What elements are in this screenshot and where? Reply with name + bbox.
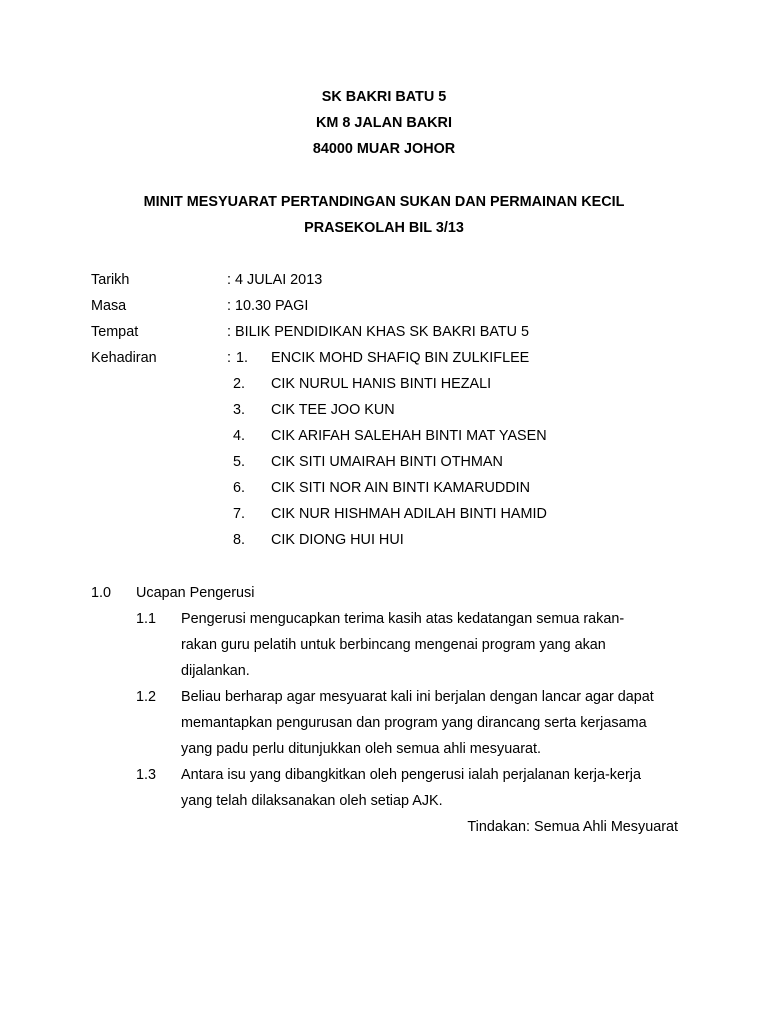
- time-label: Masa: [91, 298, 127, 314]
- attendee-number: 5.: [233, 454, 246, 470]
- attendee-number: 3.: [233, 402, 246, 418]
- action-note: Tindakan: Semua Ahli Mesyuarat: [467, 819, 678, 835]
- date-label: Tarikh: [91, 272, 130, 288]
- attendee-number: 7.: [233, 506, 246, 522]
- attendee-number: 1.: [236, 350, 249, 366]
- item-text-line: memantapkan pengurusan dan program yang dirancang serta kerjasama: [181, 715, 647, 731]
- attendee-name: CIK SITI NOR AIN BINTI KAMARUDDIN: [271, 480, 531, 496]
- document-title-line2: PRASEKOLAH BIL 3/13: [304, 220, 464, 236]
- time-value: : 10.30 PAGI: [227, 298, 309, 314]
- item-number: 1.1: [136, 611, 157, 627]
- place-value: : BILIK PENDIDIKAN KHAS SK BAKRI BATU 5: [227, 324, 530, 340]
- item-number: 1.2: [136, 689, 157, 705]
- place-label: Tempat: [91, 324, 139, 340]
- section-heading: Ucapan Pengerusi: [136, 585, 255, 601]
- item-text-line: Antara isu yang dibangkitkan oleh pengerusi ialah perjalanan kerja-kerja: [181, 767, 641, 783]
- attendee-number: 2.: [233, 376, 246, 392]
- date-value: : 4 JULAI 2013: [227, 272, 323, 288]
- attendee-number: 4.: [233, 428, 246, 444]
- item-text-line: Beliau berharap agar mesyuarat kali ini berjalan dengan lancar agar dapat: [181, 689, 654, 705]
- attendee-name: CIK DIONG HUI HUI: [271, 532, 404, 548]
- school-postcode-city: 84000 MUAR JOHOR: [312, 141, 456, 157]
- item-text-line: rakan guru pelatih untuk berbincang mengenai program yang akan: [181, 637, 606, 653]
- attendee-name: CIK NURUL HANIS BINTI HEZALI: [271, 376, 492, 392]
- attendance-colon: :: [227, 350, 231, 366]
- attendee-number: 6.: [233, 480, 246, 496]
- document-title-line1: MINIT MESYUARAT PERTANDINGAN SUKAN DAN PERMAINAN KECIL: [143, 194, 625, 210]
- school-address: KM 8 JALAN BAKRI: [316, 115, 452, 131]
- attendee-name: CIK ARIFAH SALEHAH BINTI MAT YASEN: [271, 428, 547, 444]
- attendance-label: Kehadiran: [91, 350, 157, 366]
- item-text-line: yang padu perlu ditunjukkan oleh semua ahli mesyuarat.: [181, 741, 541, 757]
- attendee-name: CIK NUR HISHMAH ADILAH BINTI HAMID: [271, 506, 547, 522]
- item-text-line: yang telah dilaksanakan oleh setiap AJK.: [181, 793, 443, 809]
- item-text-line: Pengerusi mengucapkan terima kasih atas kedatangan semua rakan-: [181, 611, 625, 627]
- school-name: SK BAKRI BATU 5: [321, 89, 447, 105]
- attendee-number: 8.: [233, 532, 246, 548]
- attendee-name: CIK TEE JOO KUN: [271, 402, 395, 418]
- section-number: 1.0: [91, 585, 112, 601]
- item-number: 1.3: [136, 767, 157, 783]
- attendee-name: CIK SITI UMAIRAH BINTI OTHMAN: [271, 454, 503, 470]
- attendee-name: ENCIK MOHD SHAFIQ BIN ZULKIFLEE: [271, 350, 530, 366]
- item-text-line: dijalankan.: [181, 663, 250, 679]
